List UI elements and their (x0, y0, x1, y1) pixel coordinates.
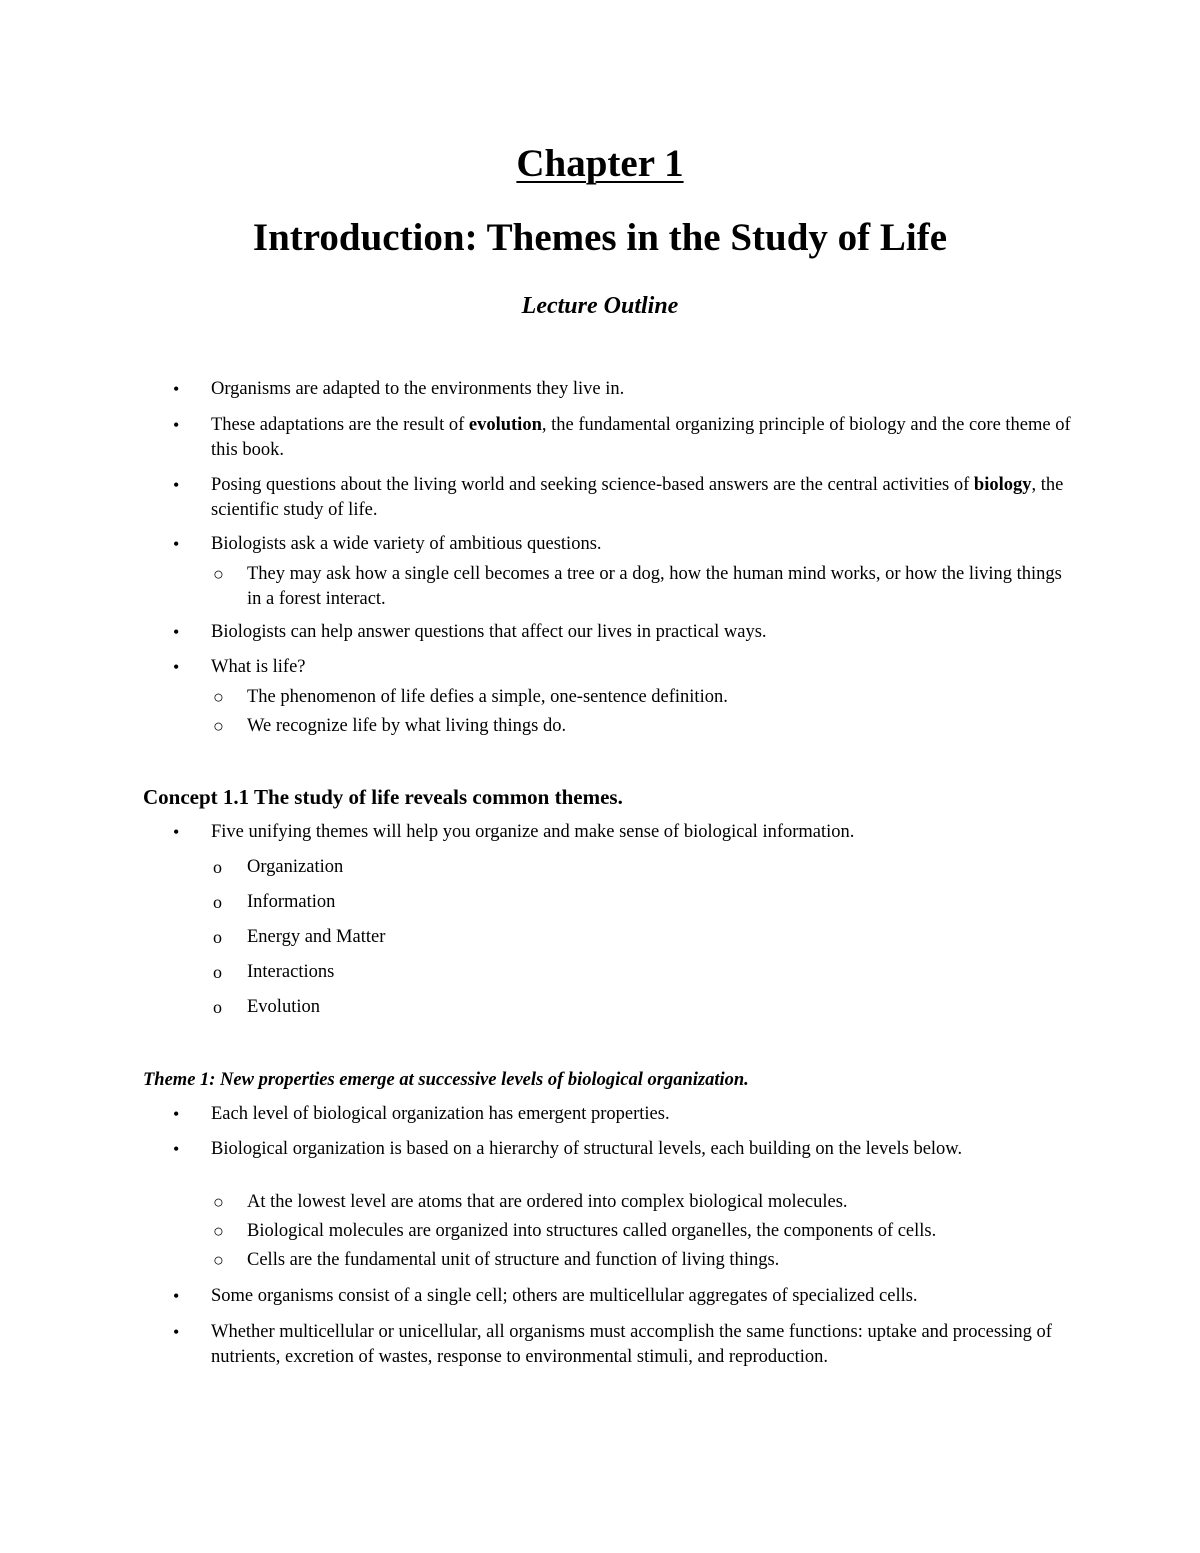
list-item-text: Biologists can help answer questions that affect our lives in practical ways. (211, 622, 767, 642)
list-item-text: Posing questions about the living world and seeking science-based answers are the central activities of (211, 475, 974, 495)
term-evolution: evolution (468, 415, 542, 435)
circle-marker: ○ (213, 687, 224, 707)
list-item-text: Biologists ask a wide variety of ambitious questions. (211, 534, 602, 554)
list-item-text: We recognize life by what living things do. (247, 716, 567, 736)
bullet-marker: • (173, 1104, 180, 1124)
list-item-text: , the fundamental organizing principle of biology and the core theme of this book. (211, 415, 1071, 460)
list-item (173, 1102, 1081, 1127)
theme-list-item (213, 855, 1077, 880)
theme-list-item (213, 925, 1077, 950)
list-item (173, 820, 1081, 845)
sub-list-item (213, 1190, 1077, 1215)
theme-list-item (213, 960, 1077, 985)
chapter-heading (0, 140, 1200, 188)
list-item (173, 413, 1081, 463)
list-item-text: Organisms are adapted to the environments they live in. (211, 379, 625, 399)
sub-list-item (213, 1248, 1077, 1273)
list-item-text: Energy and Matter (247, 927, 386, 947)
bullet-marker: • (173, 622, 180, 642)
sub-list-item (213, 685, 1077, 710)
circle-marker: ○ (213, 1250, 224, 1270)
list-item-text: Information (247, 892, 336, 912)
bullet-marker: • (173, 1139, 180, 1159)
bullet-marker: • (173, 1286, 180, 1306)
section-heading-theme-1: Theme 1: New properties emerge at successive levels of biological organization. (143, 1070, 749, 1090)
list-item-text: Some organisms consist of a single cell; others are multicellular aggregates of specialized cells. (211, 1286, 918, 1306)
list-item-text: Organization (247, 857, 344, 877)
theme-list-item (213, 890, 1077, 915)
bullet-marker: • (173, 822, 180, 842)
list-item-text: Biological molecules are organized into structures called organelles, the components of cells. (247, 1221, 937, 1241)
bullet-marker: • (173, 415, 180, 435)
list-item-text: , the scientific study of life. (211, 475, 1064, 520)
list-item-text: What is life? (211, 657, 306, 677)
term-biology: biology (973, 475, 1032, 495)
bullet-marker: • (173, 379, 180, 399)
list-item-text: These adaptations are the result of (211, 415, 469, 435)
bullet-marker: • (173, 1322, 180, 1342)
list-item-text: Evolution (247, 997, 320, 1017)
bullet-marker: • (173, 475, 180, 495)
letter-o-marker: o (213, 892, 222, 912)
sub-list-item (213, 562, 1077, 612)
list-item-text: At the lowest level are atoms that are ordered into complex biological molecules. (247, 1192, 848, 1212)
sub-list-item (213, 1219, 1077, 1244)
list-item-text: Interactions (247, 962, 335, 982)
sub-list-item (213, 714, 1077, 739)
list-item (173, 532, 1081, 557)
theme-list-item (213, 995, 1077, 1020)
page-subtitle: Lecture Outline (521, 293, 679, 319)
circle-marker: ○ (213, 564, 224, 584)
bullet-marker: • (173, 534, 180, 554)
list-item (173, 1284, 1081, 1309)
letter-o-marker: o (213, 927, 222, 947)
section-heading-concept: Concept 1.1 The study of life reveals common themes. (143, 785, 623, 809)
circle-marker: ○ (213, 716, 224, 736)
letter-o-marker: o (213, 997, 222, 1017)
page-title: Introduction: Themes in the Study of Life (252, 216, 948, 259)
bullet-marker: • (173, 657, 180, 677)
circle-marker: ○ (213, 1192, 224, 1212)
list-item (173, 473, 1081, 523)
list-item (173, 1320, 1081, 1370)
list-item-text: Five unifying themes will help you organize and make sense of biological information. (211, 822, 855, 842)
list-item (173, 377, 1081, 402)
list-item (173, 1137, 1081, 1162)
chapter-heading-text: Chapter 1 (516, 142, 684, 185)
list-item-text: Each level of biological organization has emergent properties. (211, 1104, 670, 1124)
list-item (173, 620, 1081, 645)
list-item-text: Whether multicellular or unicellular, all organisms must accomplish the same functions: uptake and processing of nutrients, excretion of wastes, response to environmental stimuli, and reproduction. (211, 1322, 1052, 1367)
list-item-text: Biological organization is based on a hierarchy of structural levels, each building on the levels below. (211, 1139, 963, 1159)
circle-marker: ○ (213, 1221, 224, 1241)
list-item-text: The phenomenon of life defies a simple, one-sentence definition. (247, 687, 728, 707)
list-item-text: Cells are the fundamental unit of structure and function of living things. (247, 1250, 780, 1270)
letter-o-marker: o (213, 962, 222, 982)
list-item (173, 655, 1081, 680)
letter-o-marker: o (213, 857, 222, 877)
list-item-text: They may ask how a single cell becomes a tree or a dog, how the human mind works, or how the living things in a forest interact. (247, 564, 1062, 609)
